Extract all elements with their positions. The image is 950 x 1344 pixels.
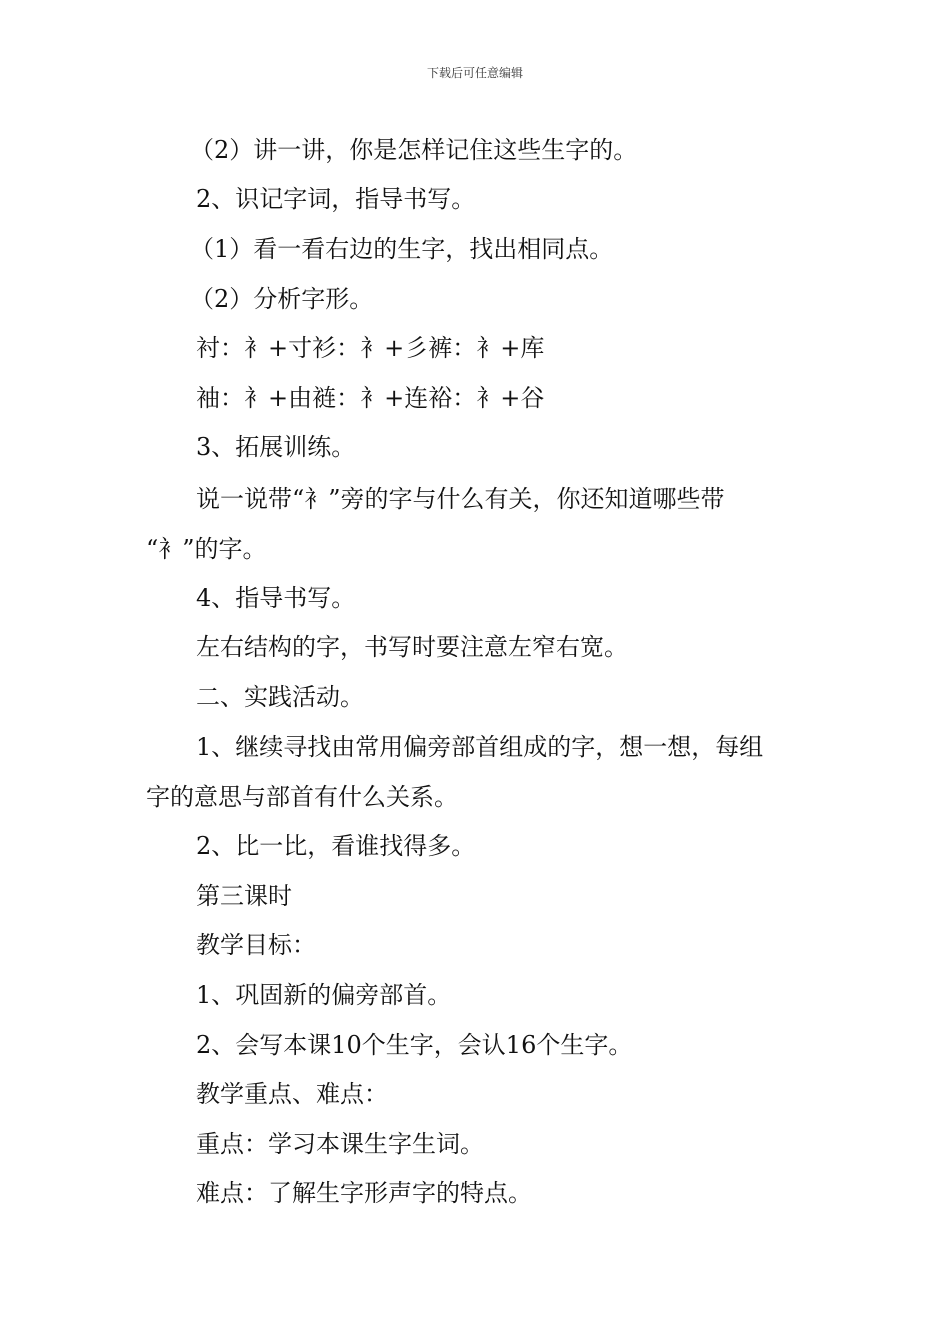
page-header: 下载后可任意编辑 — [426, 66, 523, 80]
paragraph-line: 二、实践活动。 — [196, 683, 364, 711]
paragraph-line: 2、识记字词，指导书写。 — [196, 185, 476, 213]
paragraph-line: 第三课时 — [196, 882, 292, 910]
paragraph-line: 字的意思与部首有什么关系。 — [146, 783, 458, 811]
paragraph-line: 左右结构的字，书写时要注意左窄右宽。 — [196, 633, 628, 661]
paragraph-line: （2）分析字形。 — [190, 285, 374, 313]
paragraph-line: 4、指导书写。 — [196, 584, 356, 612]
paragraph-line: 教学目标： — [196, 931, 316, 959]
paragraph-line: 1、巩固新的偏旁部首。 — [196, 981, 452, 1009]
paragraph-line: 重点：学习本课生字生词。 — [196, 1130, 484, 1158]
paragraph-line: 衬：衤+寸衫：衤+彡裤：衤+库 — [196, 334, 545, 362]
paragraph-line: 2、会写本课10个生字，会认16个生字。 — [196, 1031, 633, 1059]
paragraph-line: 3、拓展训练。 — [196, 433, 356, 461]
paragraph-line: 袖：衤+由裢：衤+连裕：衤+谷 — [196, 384, 545, 412]
paragraph-line: 说一说带“衤”旁的字与什么有关，你还知道哪些带 — [196, 485, 725, 513]
paragraph-line: （1）看一看右边的生字，找出相同点。 — [190, 235, 614, 263]
paragraph-line: 2、比一比，看谁找得多。 — [196, 832, 476, 860]
paragraph-line: 难点：了解生字形声字的特点。 — [196, 1179, 532, 1207]
paragraph-line: 1、继续寻找由常用偏旁部首组成的字，想一想，每组 — [196, 733, 764, 761]
paragraph-line: “衤”的字。 — [146, 535, 267, 563]
paragraph-line: 教学重点、难点： — [196, 1080, 388, 1108]
paragraph-line: （2）讲一讲，你是怎样记住这些生字的。 — [190, 136, 638, 164]
